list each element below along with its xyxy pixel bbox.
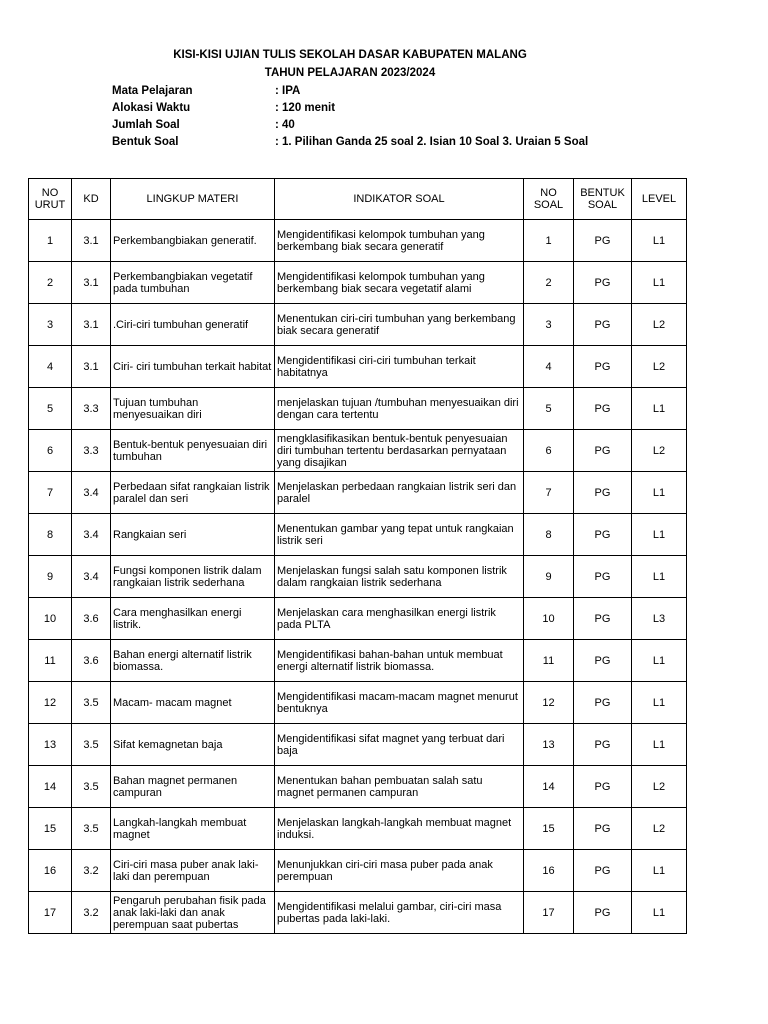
cell-no-soal: 16 <box>524 850 574 892</box>
cell-level: L1 <box>632 640 687 682</box>
cell-lingkup-materi: Macam- macam magnet <box>111 682 275 724</box>
header-lingkup-materi: LINGKUP MATERI <box>111 179 275 220</box>
cell-indikator-soal: Menentukan bahan pembuatan salah satu magnet permanen campuran <box>275 766 524 808</box>
cell-bentuk-soal: PG <box>574 472 632 514</box>
meta-value: : 1. Pilihan Ganda 25 soal 2. Isian 10 Soal 3. Uraian 5 Soal <box>275 136 589 148</box>
cell-indikator-soal: Menentukan ciri-ciri tumbuhan yang berkembang biak secara generatif <box>275 304 524 346</box>
cell-kd: 3.5 <box>72 808 111 850</box>
header-indikator-soal: INDIKATOR SOAL <box>275 179 524 220</box>
cell-no-urut: 6 <box>29 430 72 472</box>
cell-lingkup-materi: Tujuan tumbuhan menyesuaikan diri <box>111 388 275 430</box>
cell-indikator-soal: Menjelaskan langkah-langkah membuat magnet induksi. <box>275 808 524 850</box>
cell-level: L2 <box>632 304 687 346</box>
meta-label: Alokasi Waktu <box>112 102 191 114</box>
cell-no-soal: 14 <box>524 766 574 808</box>
cell-indikator-soal: Menjelaskan perbedaan rangkaian listrik seri dan paralel <box>275 472 524 514</box>
cell-no-soal: 10 <box>524 598 574 640</box>
table-row <box>29 262 687 304</box>
table-row <box>29 808 687 850</box>
cell-indikator-soal: Mengidentifikasi kelompok tumbuhan yang berkembang biak secara generatif <box>275 220 524 262</box>
cell-bentuk-soal: PG <box>574 388 632 430</box>
table-row <box>29 682 687 724</box>
cell-no-urut: 14 <box>29 766 72 808</box>
cell-indikator-soal: Mengidentifikasi bahan-bahan untuk membuat energi alternatif listrik biomassa. <box>275 640 524 682</box>
cell-no-soal: 17 <box>524 892 574 934</box>
table-row <box>29 724 687 766</box>
cell-no-urut: 2 <box>29 262 72 304</box>
cell-level: L1 <box>632 892 687 934</box>
cell-level: L1 <box>632 472 687 514</box>
cell-no-urut: 17 <box>29 892 72 934</box>
meta-row-jumlah-soal <box>112 119 295 131</box>
cell-no-urut: 1 <box>29 220 72 262</box>
table-row <box>29 598 687 640</box>
cell-no-urut: 13 <box>29 724 72 766</box>
cell-level: L2 <box>632 766 687 808</box>
cell-indikator-soal: Mengidentifikasi macam-macam magnet menurut bentuknya <box>275 682 524 724</box>
cell-indikator-soal: Mengidentifikasi kelompok tumbuhan yang berkembang biak secara vegetatif alami <box>275 262 524 304</box>
cell-no-soal: 13 <box>524 724 574 766</box>
cell-no-soal: 4 <box>524 346 574 388</box>
table-row <box>29 346 687 388</box>
cell-no-urut: 15 <box>29 808 72 850</box>
table-row <box>29 220 687 262</box>
cell-level: L2 <box>632 808 687 850</box>
cell-lingkup-materi: Bahan magnet permanen campuran <box>111 766 275 808</box>
cell-lingkup-materi: Perkembangbiakan generatif. <box>111 220 275 262</box>
cell-indikator-soal: menjelaskan tujuan /tumbuhan menyesuaikan diri dengan cara tertentu <box>275 388 524 430</box>
cell-level: L1 <box>632 724 687 766</box>
cell-no-soal: 8 <box>524 514 574 556</box>
cell-kd: 3.2 <box>72 892 111 934</box>
cell-bentuk-soal: PG <box>574 892 632 934</box>
cell-kd: 3.4 <box>72 556 111 598</box>
cell-level: L3 <box>632 598 687 640</box>
cell-lingkup-materi: Ciri- ciri tumbuhan terkait habitat <box>111 346 275 388</box>
document-title: KISI-KISI UJIAN TULIS SEKOLAH DASAR KABUPATEN MALANG <box>173 49 527 61</box>
meta-value: : 40 <box>275 119 295 131</box>
cell-bentuk-soal: PG <box>574 556 632 598</box>
cell-lingkup-materi: Bahan energi alternatif listrik biomassa. <box>111 640 275 682</box>
kisi-kisi-table <box>28 178 687 934</box>
cell-indikator-soal: Mengidentifikasi sifat magnet yang terbuat dari baja <box>275 724 524 766</box>
cell-level: L2 <box>632 346 687 388</box>
cell-no-urut: 10 <box>29 598 72 640</box>
cell-no-urut: 16 <box>29 850 72 892</box>
cell-lingkup-materi: Langkah-langkah membuat magnet <box>111 808 275 850</box>
cell-indikator-soal: Mengidentifikasi ciri-ciri tumbuhan terkait habitatnya <box>275 346 524 388</box>
table-row <box>29 766 687 808</box>
cell-no-soal: 5 <box>524 388 574 430</box>
table-row <box>29 556 687 598</box>
cell-level: L1 <box>632 388 687 430</box>
table-row <box>29 304 687 346</box>
cell-kd: 3.6 <box>72 598 111 640</box>
cell-kd: 3.4 <box>72 472 111 514</box>
cell-lingkup-materi: Fungsi komponen listrik dalam rangkaian listrik sederhana <box>111 556 275 598</box>
cell-no-soal: 9 <box>524 556 574 598</box>
meta-row-bentuk-soal <box>112 136 588 148</box>
cell-no-urut: 5 <box>29 388 72 430</box>
cell-level: L1 <box>632 262 687 304</box>
meta-row-mata-pelajaran <box>112 85 300 97</box>
cell-no-soal: 6 <box>524 430 574 472</box>
cell-level: L1 <box>632 682 687 724</box>
cell-indikator-soal: Menjelaskan fungsi salah satu komponen listrik dalam rangkaian listrik sederhana <box>275 556 524 598</box>
header-bentuk-soal: BENTUK SOAL <box>574 179 632 220</box>
cell-kd: 3.3 <box>72 388 111 430</box>
cell-level: L1 <box>632 514 687 556</box>
cell-bentuk-soal: PG <box>574 598 632 640</box>
cell-bentuk-soal: PG <box>574 724 632 766</box>
meta-label: Mata Pelajaran <box>112 85 193 97</box>
cell-no-urut: 12 <box>29 682 72 724</box>
cell-indikator-soal: Menunjukkan ciri-ciri masa puber pada anak perempuan <box>275 850 524 892</box>
cell-level: L1 <box>632 556 687 598</box>
cell-level: L1 <box>632 220 687 262</box>
cell-kd: 3.1 <box>72 262 111 304</box>
cell-kd: 3.2 <box>72 850 111 892</box>
table-row <box>29 514 687 556</box>
document-subtitle: TAHUN PELAJARAN 2023/2024 <box>264 67 436 79</box>
cell-no-soal: 2 <box>524 262 574 304</box>
table-row <box>29 472 687 514</box>
table-row <box>29 640 687 682</box>
cell-no-soal: 15 <box>524 808 574 850</box>
meta-label: Bentuk Soal <box>112 136 179 148</box>
cell-no-soal: 11 <box>524 640 574 682</box>
meta-label: Jumlah Soal <box>112 119 180 131</box>
cell-bentuk-soal: PG <box>574 346 632 388</box>
cell-lingkup-materi: .Ciri-ciri tumbuhan generatif <box>111 304 275 346</box>
table-row <box>29 892 687 934</box>
meta-row-alokasi-waktu <box>112 102 335 114</box>
cell-kd: 3.5 <box>72 766 111 808</box>
cell-no-urut: 3 <box>29 304 72 346</box>
cell-bentuk-soal: PG <box>574 430 632 472</box>
cell-kd: 3.3 <box>72 430 111 472</box>
cell-lingkup-materi: Sifat kemagnetan baja <box>111 724 275 766</box>
cell-kd: 3.4 <box>72 514 111 556</box>
table-row <box>29 430 687 472</box>
cell-kd: 3.5 <box>72 724 111 766</box>
cell-indikator-soal: Mengidentifikasi melalui gambar, ciri-ciri masa pubertas pada laki-laki. <box>275 892 524 934</box>
cell-lingkup-materi: Cara menghasilkan energi listrik. <box>111 598 275 640</box>
cell-bentuk-soal: PG <box>574 262 632 304</box>
cell-lingkup-materi: Rangkaian seri <box>111 514 275 556</box>
table-row <box>29 850 687 892</box>
cell-no-urut: 11 <box>29 640 72 682</box>
cell-no-urut: 8 <box>29 514 72 556</box>
header-no-soal: NO SOAL <box>524 179 574 220</box>
cell-lingkup-materi: Pengaruh perubahan fisik pada anak laki-laki dan anak perempuan saat pubertas <box>111 892 275 934</box>
cell-level: L1 <box>632 850 687 892</box>
table-header-row <box>29 179 687 220</box>
cell-kd: 3.6 <box>72 640 111 682</box>
cell-no-urut: 9 <box>29 556 72 598</box>
cell-lingkup-materi: Perbedaan sifat rangkaian listrik paralel dan seri <box>111 472 275 514</box>
cell-bentuk-soal: PG <box>574 220 632 262</box>
cell-bentuk-soal: PG <box>574 514 632 556</box>
cell-bentuk-soal: PG <box>574 304 632 346</box>
cell-no-urut: 4 <box>29 346 72 388</box>
cell-indikator-soal: Menentukan gambar yang tepat untuk rangkaian listrik seri <box>275 514 524 556</box>
cell-bentuk-soal: PG <box>574 682 632 724</box>
table-row <box>29 388 687 430</box>
cell-no-soal: 12 <box>524 682 574 724</box>
header-no-urut: NO URUT <box>29 179 72 220</box>
cell-bentuk-soal: PG <box>574 850 632 892</box>
cell-kd: 3.1 <box>72 220 111 262</box>
header-kd: KD <box>72 179 111 220</box>
cell-lingkup-materi: Bentuk-bentuk penyesuaian diri tumbuhan <box>111 430 275 472</box>
cell-no-soal: 1 <box>524 220 574 262</box>
cell-indikator-soal: Menjelaskan cara menghasilkan energi listrik pada PLTA <box>275 598 524 640</box>
cell-no-soal: 3 <box>524 304 574 346</box>
cell-lingkup-materi: Ciri-ciri masa puber anak laki-laki dan perempuan <box>111 850 275 892</box>
header-level: LEVEL <box>632 179 687 220</box>
meta-value: : IPA <box>275 85 301 97</box>
meta-value: : 120 menit <box>275 102 336 114</box>
cell-bentuk-soal: PG <box>574 640 632 682</box>
cell-no-soal: 7 <box>524 472 574 514</box>
cell-kd: 3.5 <box>72 682 111 724</box>
cell-level: L2 <box>632 430 687 472</box>
cell-kd: 3.1 <box>72 304 111 346</box>
cell-indikator-soal: mengklasifikasikan bentuk-bentuk penyesuaian diri tumbuhan tertentu berdasarkan pernyataan yang disajikan <box>275 430 524 472</box>
cell-bentuk-soal: PG <box>574 766 632 808</box>
cell-no-urut: 7 <box>29 472 72 514</box>
cell-bentuk-soal: PG <box>574 808 632 850</box>
cell-kd: 3.1 <box>72 346 111 388</box>
cell-lingkup-materi: Perkembangbiakan vegetatif pada tumbuhan <box>111 262 275 304</box>
